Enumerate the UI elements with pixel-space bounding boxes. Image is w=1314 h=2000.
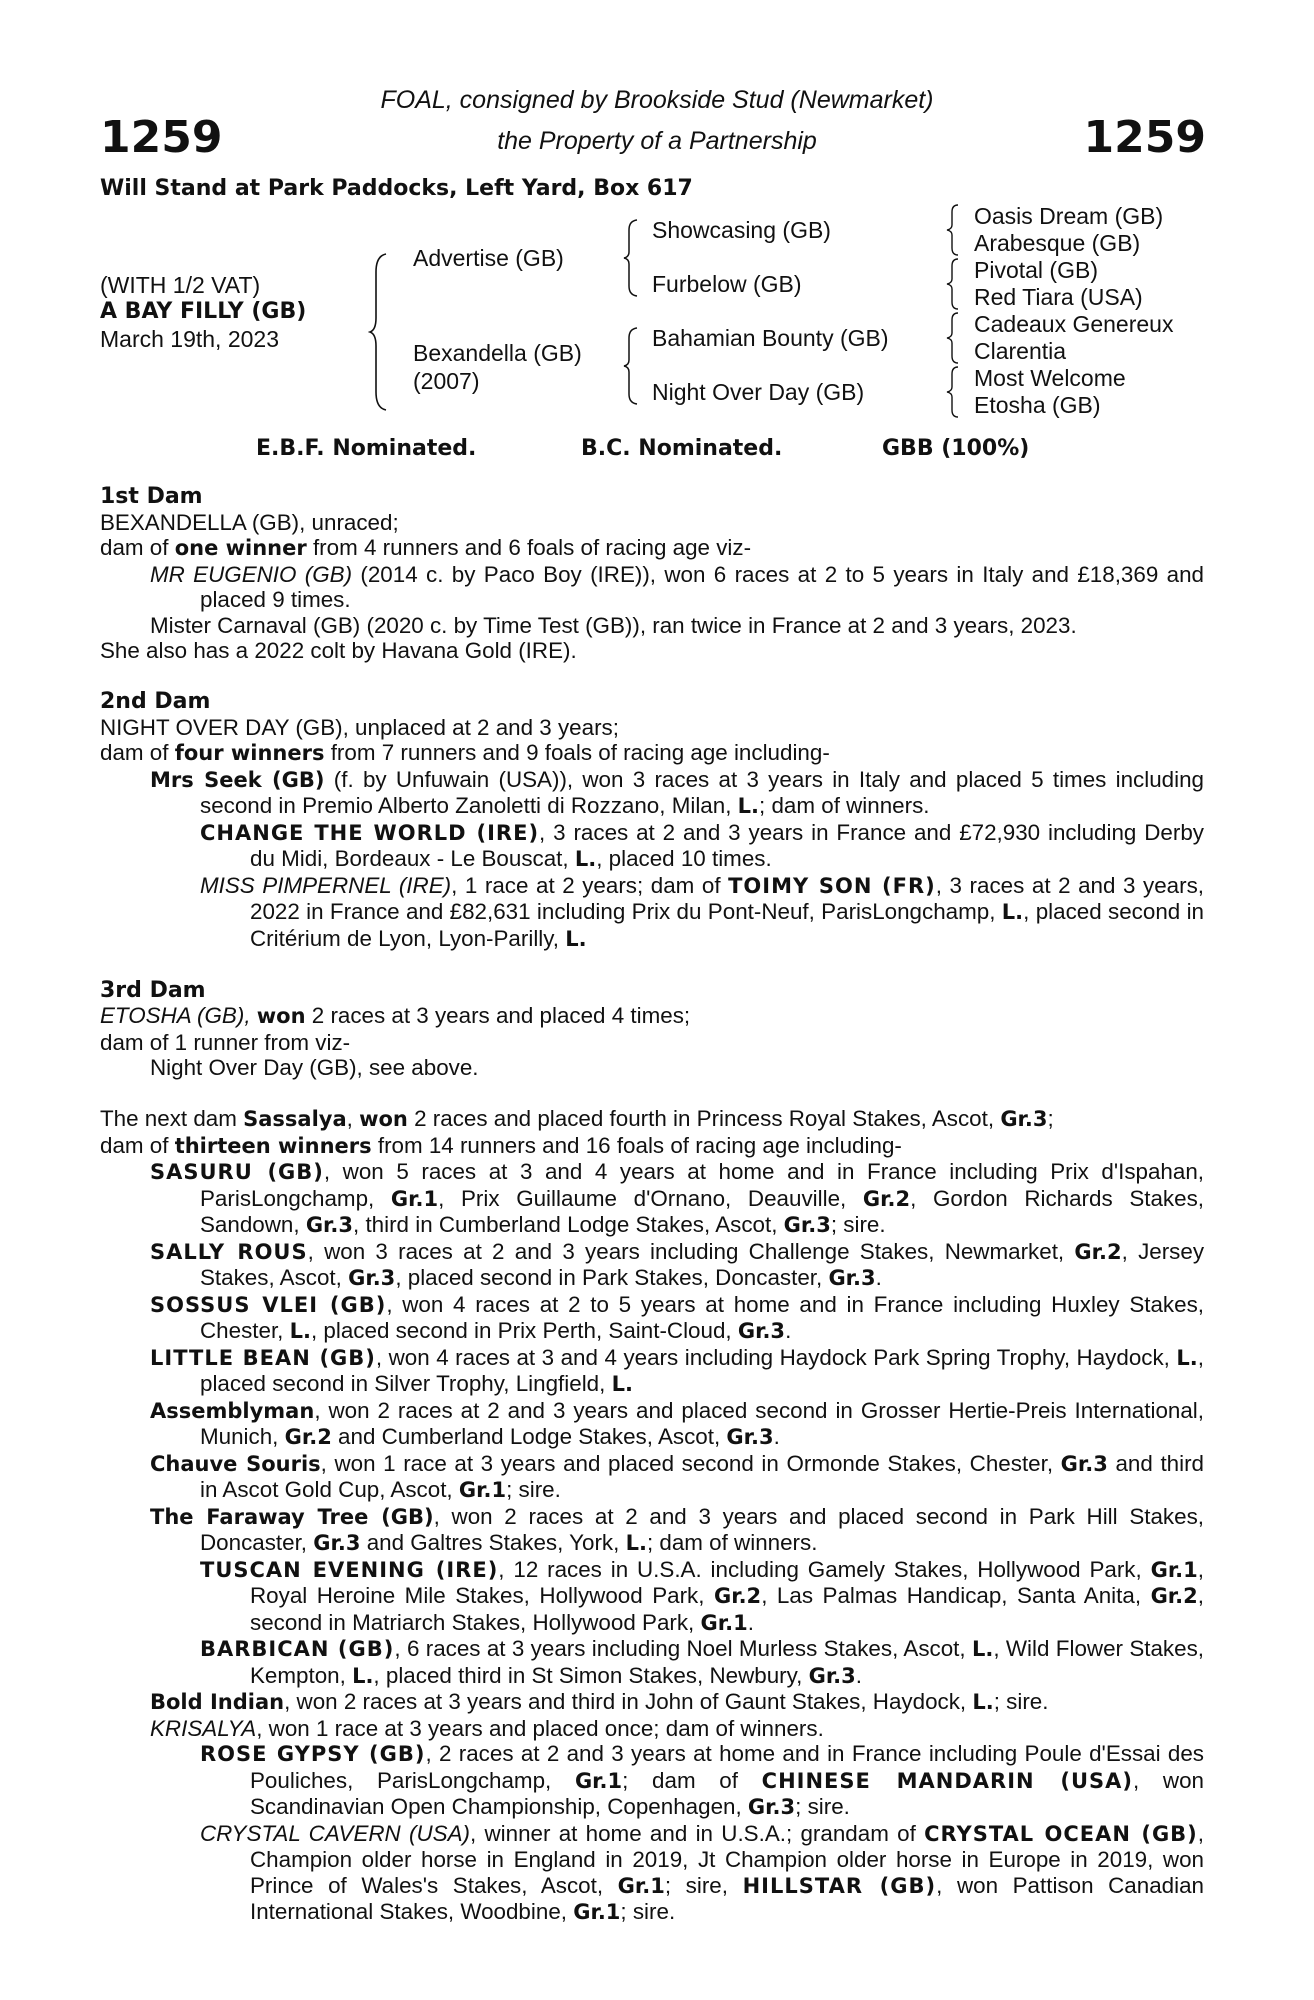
g3-5: Cadeaux Genereux <box>974 311 1174 337</box>
dam-name: Bexandella (GB) <box>413 340 582 366</box>
horse-name: A BAY FILLY (GB) <box>100 299 307 324</box>
produce-entry: MR EUGENIO (GB) (2014 c. by Paco Boy (IRE)), won 6 races at 2 to 5 years in Italy and £18,369 and placed 9 times. <box>150 561 1204 612</box>
brace-icon <box>945 257 961 311</box>
g3-1: Oasis Dream (GB) <box>974 203 1164 229</box>
catalogue-body <box>100 484 1204 1926</box>
brace-icon <box>945 365 961 419</box>
produce-entry: CHANGE THE WORLD (IRE), 3 races at 2 and 3 years in France and £72,930 including Derby du Midi, Bordeaux - Le Bouscat, L., placed 10 times. <box>200 819 1204 871</box>
produce-entry: LITTLE BEAN (GB), won 4 races at 3 and 4 years including Haydock Park Spring Trophy, Haydock, L., placed second in Silver Trophy, Lingfield, L. <box>150 1344 1204 1396</box>
first-dam-heading: 1st Dam <box>100 484 203 509</box>
produce-entry: CRYSTAL CAVERN (USA), winner at home and in U.S.A.; grandam of CRYSTAL OCEAN (GB), Champion older horse in England in 2019, Jt Champion older horse in Europe in 2019, won Prince of Wales's Stakes, Ascot, Gr.1; sire, HILLSTAR (GB), won Pattison Canadian International Stakes, Woodbine, Gr.1; sire. <box>200 1820 1205 1924</box>
produce-entry: Chauve Souris, won 1 race at 3 years and placed second in Ormonde Stakes, Chester, Gr.3 and third in Ascot Gold Cup, Ascot, Gr.1; sire. <box>150 1450 1204 1502</box>
g3-7: Most Welcome <box>974 365 1126 391</box>
g3-6: Clarentia <box>974 338 1067 364</box>
gbb-rating: GBB (100%) <box>882 436 1030 461</box>
produce-entry: MISS PIMPERNEL (IRE), 1 race at 2 years; dam of TOIMY SON (FR), 3 races at 2 and 3 years, 2022 in France and £82,631 including Prix du Pont-Neuf, ParisLongchamp, L., placed second in Critérium de Lyon, Lyon-Parilly, L. <box>200 872 1204 951</box>
produce-entry: KRISALYA, won 1 race at 3 years and placed once; dam of winners. <box>150 1715 824 1741</box>
property-line: the Property of a Partnership <box>497 127 817 155</box>
third-dam-line: dam of 1 runner from viz- <box>100 1029 351 1055</box>
dam-year: (2007) <box>413 368 480 394</box>
g3-4: Red Tiara (USA) <box>974 284 1143 310</box>
brace-icon <box>622 218 640 298</box>
second-dam-heading: 2nd Dam <box>100 689 211 714</box>
second-dam-line: dam of four winners from 7 runners and 9 foals of racing age including- <box>100 740 830 765</box>
next-dam-line: The next dam Sassalya, won 2 races and placed fourth in Princess Royal Stakes, Ascot, Gr.3; <box>100 1106 1054 1131</box>
lot-number-left: 1259 <box>100 112 223 163</box>
produce-entry: Mrs Seek (GB) (f. by Unfuwain (USA)), won 3 races at 3 years in Italy and placed 5 times including second in Premio Alberto Zanoletti di Rozzano, Milan, L.; dam of winners. <box>150 766 1204 818</box>
lot-number-right: 1259 <box>1083 112 1206 163</box>
first-dam-line: She also has a 2022 colt by Havana Gold (IRE). <box>100 638 577 663</box>
dam-sire: Bahamian Bounty (GB) <box>652 325 889 351</box>
ebf-nomination: E.B.F. Nominated. <box>256 436 477 461</box>
brace-icon <box>945 203 961 257</box>
produce-entry: Bold Indian, won 2 races at 3 years and third in John of Gaunt Stakes, Haydock, L.; sire. <box>150 1689 1049 1714</box>
stand-location: Will Stand at Park Paddocks, Left Yard, Box 617 <box>100 176 693 201</box>
sire-dam: Furbelow (GB) <box>652 271 802 297</box>
third-dam-line: Night Over Day (GB), see above. <box>150 1055 479 1080</box>
first-dam-line: BEXANDELLA (GB), unraced; <box>100 509 399 535</box>
foaling-date: March 19th, 2023 <box>100 326 280 352</box>
produce-entry: SASURU (GB), won 5 races at 3 and 4 years at home and in France including Prix d'Ispahan, ParisLongchamp, Gr.1, Prix Guillaume d'Ornano, Deauville, Gr.2, Gordon Richards Stakes, Sandown, Gr.3, third in Cumberland Lodge Stakes, Ascot, Gr.3; sire. <box>150 1159 1204 1237</box>
brace-icon <box>622 326 640 406</box>
produce-entry: TUSCAN EVENING (IRE), 12 races in U.S.A. including Gamely Stakes, Hollywood Park, Gr.1, Royal Heroine Mile Stakes, Hollywood Park, Gr.2, Las Palmas Handicap, Santa Anita, Gr.2, second in Matriarch Stakes, Hollywood Park, Gr.1. <box>200 1556 1205 1635</box>
produce-entry: Mister Carnaval (GB) (2020 c. by Time Test (GB)), ran twice in France at 2 and 3 years, 2023. <box>150 612 1077 638</box>
produce-entry: SALLY ROUS, won 3 races at 2 and 3 years including Challenge Stakes, Newmarket, Gr.2, Jersey Stakes, Ascot, Gr.3, placed second in Park Stakes, Doncaster, Gr.3. <box>150 1238 1205 1290</box>
produce-entry: BARBICAN (GB), 6 races at 3 years including Noel Murless Stakes, Ascot, L., Wild Flower Stakes, Kempton, L., placed third in St Simon Stakes, Newbury, Gr.3. <box>200 1636 1204 1688</box>
produce-entry: Assemblyman, won 2 races at 2 and 3 years and placed second in Grosser Hertie-Preis International, Munich, Gr.2 and Cumberland Lodge Stakes, Ascot, Gr.3. <box>150 1397 1204 1449</box>
g3-3: Pivotal (GB) <box>974 257 1098 283</box>
produce-entry: The Faraway Tree (GB), won 2 races at 2 and 3 years and placed second in Park Hill Stakes, Doncaster, Gr.3 and Galtres Stakes, York, L.; dam of winners. <box>150 1503 1204 1555</box>
third-dam-heading: 3rd Dam <box>100 977 206 1003</box>
brace-icon <box>368 252 390 412</box>
produce-entry: ROSE GYPSY (GB), 2 races at 2 and 3 years at home and in France including Poule d'Essai des Pouliches, ParisLongchamp, Gr.1; dam of CHINESE MANDARIN (USA), won Scandinavian Open Championship, Copenhagen, Gr.3; sire. <box>200 1741 1204 1819</box>
third-dam-line: ETOSHA (GB), won 2 races at 3 years and placed 4 times; <box>100 1003 691 1028</box>
brace-icon <box>945 311 961 365</box>
dam-dam: Night Over Day (GB) <box>652 379 865 405</box>
bc-nomination: B.C. Nominated. <box>581 436 783 461</box>
produce-entry: SOSSUS VLEI (GB), won 4 races at 2 to 5 years at home and in France including Huxley Stakes, Chester, L., placed second in Prix Perth, Saint-Cloud, Gr.3. <box>150 1291 1204 1343</box>
vat-note: (WITH 1/2 VAT) <box>100 272 261 298</box>
consignor-line: FOAL, consigned by Brookside Stud (Newmarket) <box>380 86 934 114</box>
g3-2: Arabesque (GB) <box>974 230 1141 256</box>
first-dam-line: dam of one winner from 4 runners and 6 foals of racing age viz- <box>100 535 752 560</box>
sire-sire: Showcasing (GB) <box>652 217 831 243</box>
sire-name: Advertise (GB) <box>413 245 564 271</box>
next-dam-line: dam of thirteen winners from 14 runners and 16 foals of racing age including- <box>100 1132 902 1158</box>
second-dam-line: NIGHT OVER DAY (GB), unplaced at 2 and 3 years; <box>100 714 619 740</box>
g3-8: Etosha (GB) <box>974 392 1101 418</box>
